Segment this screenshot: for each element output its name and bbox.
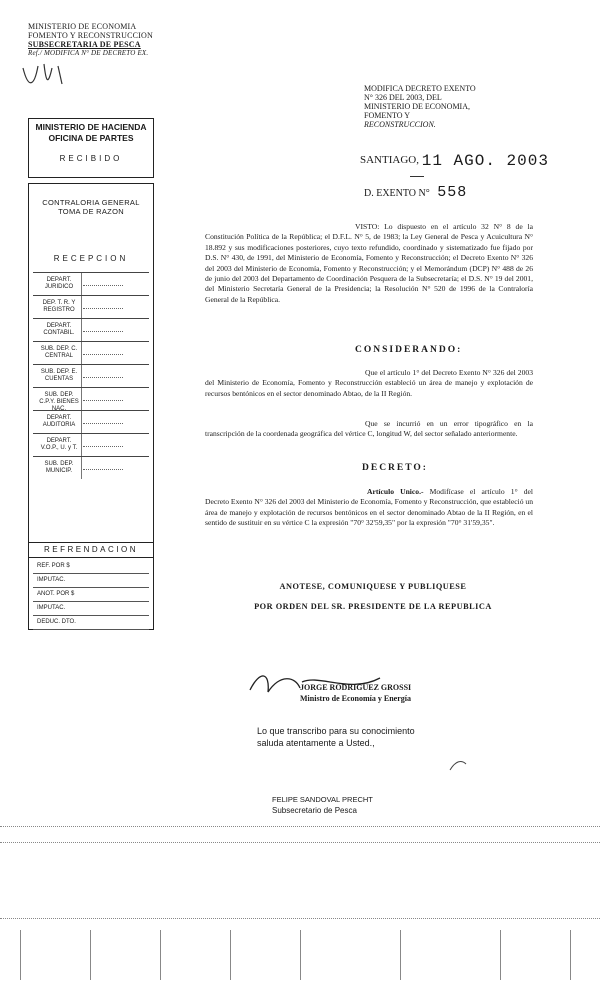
- closing-line-1: ANOTESE, COMUNIQUESE Y PUBLIQUESE: [279, 582, 467, 591]
- scan-mark: [20, 930, 21, 980]
- city: SANTIAGO,: [360, 154, 419, 166]
- ref-row: DEDUC. DTO.: [33, 616, 149, 630]
- scan-mark: [300, 930, 301, 980]
- decree-number-value: 558: [437, 184, 468, 201]
- handwritten-mark: [448, 758, 468, 774]
- summary-line: MINISTERIO DE ECONOMIA,: [364, 102, 470, 111]
- visto-label: VISTO:: [355, 222, 380, 231]
- decreto-heading: DECRETO:: [362, 463, 428, 473]
- decree-date: 11 AGO. 2003: [421, 152, 549, 170]
- routing-rows: [33, 272, 149, 479]
- reception-label: RECEPCION: [53, 254, 129, 263]
- considerando-p2: Que se incurrió en un error tipográfico en la transcripción de la coordenada geográfica del vértice C, longitud W, del sector señalado anteriormente.: [205, 419, 533, 439]
- routing-row: SUB. DEP. C. CENTRAL: [33, 341, 149, 364]
- summary-line: MODIFICA DECRETO EXENTO: [364, 84, 476, 93]
- minister-name: JORGE RODRIGUEZ GROSSI: [300, 683, 412, 692]
- article-label: Artículo Unico.-: [367, 487, 424, 496]
- initials-mark: [18, 60, 78, 90]
- visto-text: Lo dispuesto en el artículo 32 N° 8 de la Constitución Política de la República; el D.F.L. N° 5, de 1983; la Ley General de Pesca y Acuicultura N° 18.892 y sus modificaciones posteriores, cuyo texto refundido, coordinado y sistematizado fue fijado por D.S. N° 430, de 1991, del Ministerio de Economía, Fomento y Reconstrucción; el Decreto Exento N° 326 del 2003 del Ministerio de Economía, Fomento y Reconstrucción; y el Memorándum (DCP) N° 488 de 26 de junio del 2003 del Departamento de Coordinación Pesquera de la Subsecretaría; el D.S. N° 19 del 2001, del Ministerio Secretaría General de la Presidencia; la Resolución N° 520 de 1996 de la Contraloría General de la República.: [205, 222, 533, 304]
- reference-line: Ref./ MODIFICA N° DE DECRETO EX.: [28, 49, 149, 57]
- stamp-subtitle: OFICINA DE PARTES: [48, 133, 134, 143]
- panel-title: CONTRALORIA GENERAL: [42, 198, 140, 207]
- scan-line: [0, 918, 600, 919]
- minister-role: Ministro de Economía y Energía: [300, 694, 411, 703]
- divider: [410, 176, 424, 177]
- decreto-paragraph: [205, 487, 533, 529]
- ref-row: REF. POR $: [33, 560, 149, 574]
- scan-line: [0, 826, 600, 827]
- scan-mark: [570, 930, 571, 980]
- decree-number: [364, 184, 467, 201]
- routing-row: DEPART. CONTABIL.: [33, 318, 149, 341]
- undersecretary-line: SUBSECRETARIA DE PESCA: [28, 40, 141, 49]
- undersecretary-role: Subsecretario de Pesca: [272, 806, 357, 815]
- article-text: Modifícase el artículo 1° del Decreto Exento N° 326 del 2003 del Ministerio de Economía, Fomento y Reconstrucción, que estableció un área de manejo y explotación de recursos bentónicos en el sector denominado Abtao de la II Región, en el sentido de sustituir en su vértice C la expresión "70° 32'59,35" por la expresión "70° 31'59,35".: [205, 487, 534, 528]
- decree-number-label: D. EXENTO N°: [364, 188, 430, 199]
- hacienda-stamp: [28, 118, 154, 178]
- scan-mark: [500, 930, 501, 980]
- closing-line-2: POR ORDEN DEL SR. PRESIDENTE DE LA REPUBLICA: [254, 602, 492, 611]
- ref-row: IMPUTAC.: [33, 574, 149, 588]
- scan-line: [0, 842, 600, 843]
- visto-paragraph: [205, 222, 533, 305]
- stamp-status: RECIBIDO: [59, 154, 123, 163]
- summary-line: RECONSTRUCCION.: [364, 120, 436, 129]
- transcription-line: saluda atentamente a Usted.,: [257, 738, 375, 748]
- decree-summary: [364, 84, 504, 129]
- routing-row: SUB. DEP. C.P.Y. BIENES NAC.: [33, 387, 149, 410]
- ref-row: ANOT. POR $: [33, 588, 149, 602]
- scan-mark: [90, 930, 91, 980]
- ministry-line: FOMENTO Y RECONSTRUCCION: [28, 31, 153, 40]
- scan-mark: [230, 930, 231, 980]
- ministry-line: MINISTERIO DE ECONOMIA: [28, 22, 137, 31]
- scan-mark: [160, 930, 161, 980]
- stamp-title: MINISTERIO DE HACIENDA: [35, 122, 147, 132]
- undersecretary-name: FELIPE SANDOVAL PRECHT: [272, 795, 373, 804]
- scan-mark: [400, 930, 401, 980]
- contraloria-panel: [28, 183, 154, 630]
- routing-row: DEPART. V.O.P., U. y T.: [33, 433, 149, 456]
- routing-row: DEPART. AUDITORIA: [33, 410, 149, 433]
- refrendacion-label: REFRENDACION: [29, 542, 153, 558]
- ref-row: IMPUTAC.: [33, 602, 149, 616]
- summary-line: FOMENTO Y: [364, 111, 411, 120]
- place-date: [360, 152, 549, 170]
- summary-line: N° 326 DEL 2003, DEL: [364, 93, 442, 102]
- ministry-header: [28, 22, 153, 58]
- panel-subtitle: TOMA DE RAZON: [58, 207, 124, 216]
- transcription-line: Lo que transcribo para su conocimiento: [257, 726, 415, 736]
- routing-row: DEP. T. R. Y REGISTRO: [33, 295, 149, 318]
- routing-row: DEPART. JURIDICO: [33, 272, 149, 295]
- considerando-heading: CONSIDERANDO:: [355, 345, 463, 355]
- routing-row: SUB. DEP. MUNICIP.: [33, 456, 149, 479]
- transcription-note: [257, 725, 415, 749]
- routing-row: SUB. DEP. E. CUENTAS: [33, 364, 149, 387]
- considerando-p1: Que el artículo 1° del Decreto Exento N° 326 del 2003 del Ministerio de Economía, Fomento y Reconstrucción estableció un área de manejo y explotación de recursos bentónicos en el sector denominado Abtao, de la II Región.: [205, 368, 533, 398]
- refrendacion-rows: [33, 560, 149, 630]
